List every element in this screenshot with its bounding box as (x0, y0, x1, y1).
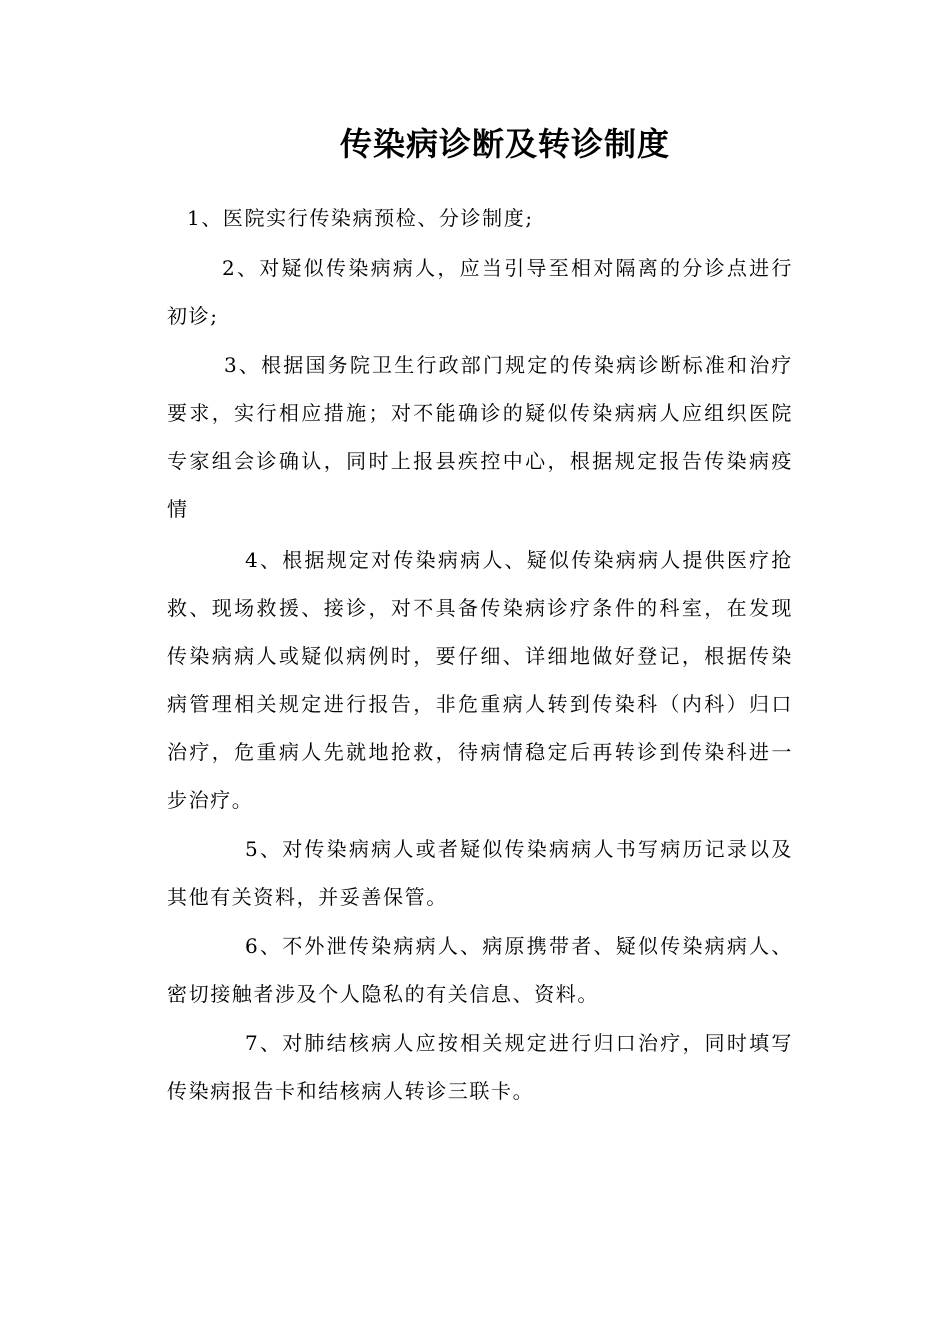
paragraph-5: 5、对传染病病人或者疑似传染病病人书写病历记录以及其他有关资料，并妥善保管。 (167, 837, 793, 909)
document-body (167, 194, 793, 1115)
paragraph-3: 3、根据国务院卫生行政部门规定的传染病诊断标准和治疗要求，实行相应措施；对不能确诊的疑似传染病病人应组织医院专家组会诊确认，同时上报县疾控中心，根据规定报告传染病疫情 (167, 353, 793, 521)
paragraph-1: 1、医院实行传染病预检、分诊制度; (187, 206, 534, 230)
paragraph-6: 6、不外泄传染病病人、病原携带者、疑似传染病病人、密切接触者涉及个人隐私的有关信息、资料。 (167, 934, 793, 1006)
paragraph-7: 7、对肺结核病人应按相关规定进行归口治疗，同时填写传染病报告卡和结核病人转诊三联卡。 (167, 1031, 793, 1103)
paragraph-4: 4、根据规定对传染病病人、疑似传染病病人提供医疗抢救、现场救援、接诊，对不具备传染病诊疗条件的科室，在发现传染病病人或疑似病例时，要仔细、详细地做好登记，根据传染病管理相关规定进行报告，非危重病人转到传染科（内科）归口治疗，危重病人先就地抢救，待病情稳定后再转诊到传染科进一步治疗。 (167, 548, 793, 812)
document-title: 传染病诊断及转诊制度 (339, 125, 670, 163)
paragraph-2: 2、对疑似传染病病人，应当引导至相对隔离的分诊点进行初诊; (167, 256, 793, 328)
